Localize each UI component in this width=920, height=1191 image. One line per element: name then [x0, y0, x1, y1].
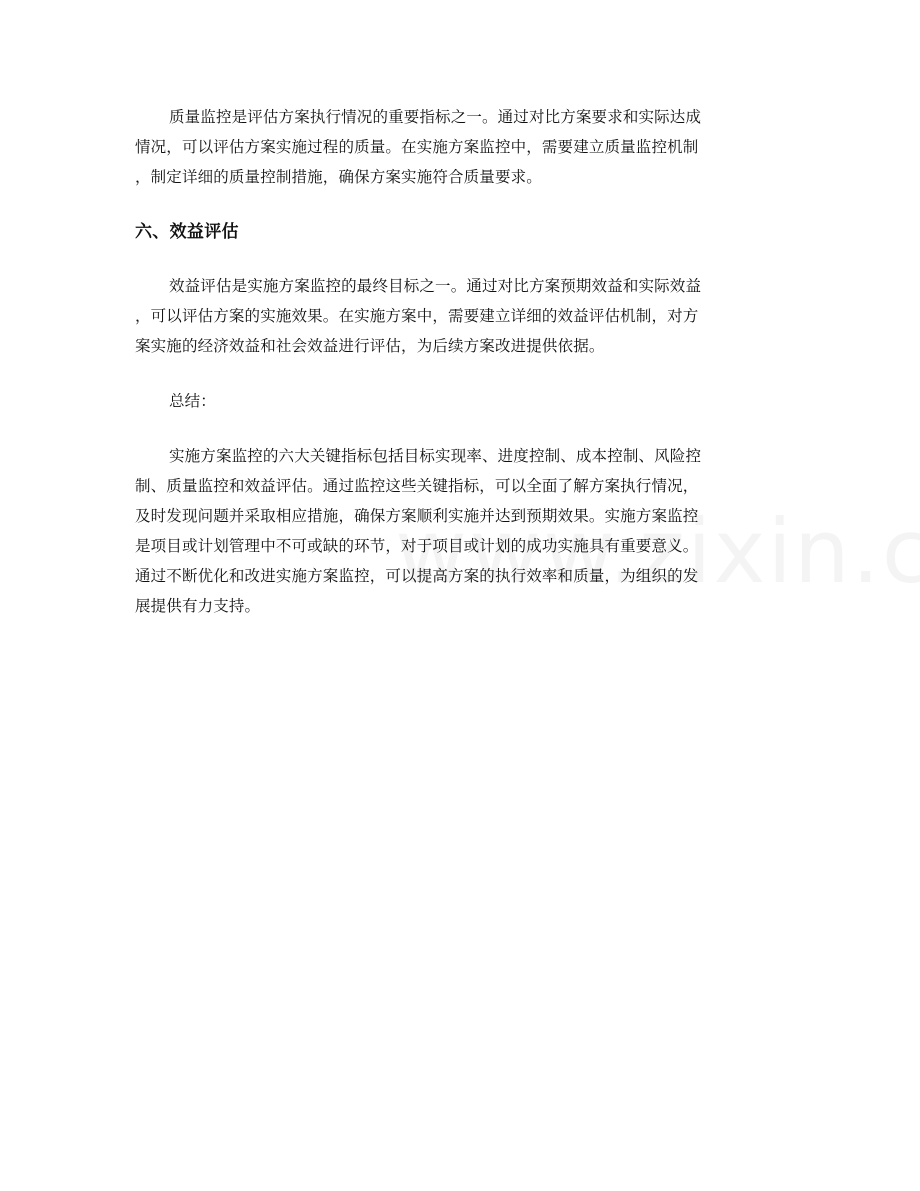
text-line: 通过不断优化和改进实施方案监控，可以提高方案的执行效率和质量，为组织的发	[135, 567, 699, 585]
text-line: ，制定详细的质量控制措施，确保方案实施符合质量要求。	[135, 168, 542, 186]
paragraph-summary	[135, 441, 789, 621]
text-line: 展提供有力支持。	[135, 597, 261, 615]
text-line: 总结：	[169, 392, 216, 410]
text-line: 制、质量监控和效益评估。通过监控这些关键指标，可以全面了解方案执行情况，	[135, 477, 699, 495]
text-line: 案实施的经济效益和社会效益进行评估，为后续方案改进提供依据。	[135, 337, 605, 355]
text-line: 是项目或计划管理中不可或缺的环节，对于项目或计划的成功实施具有重要意义。	[135, 537, 699, 555]
paragraph-quality-monitoring	[135, 102, 789, 192]
text-line: ，可以评估方案的实施效果。在实施方案中，需要建立详细的效益评估机制，对方	[135, 307, 699, 325]
text-line: 及时发现问题并采取相应措施，确保方案顺利实施并达到预期效果。实施方案监控	[135, 507, 699, 525]
text-line: 效益评估是实施方案监控的最终目标之一。通过对比方案预期效益和实际效益	[169, 277, 702, 295]
text-line: 实施方案监控的六大关键指标包括目标实现率、进度控制、成本控制、风险控	[169, 447, 702, 465]
text-line: 情况，可以评估方案实施过程的质量。在实施方案监控中，需要建立质量监控机制	[135, 138, 699, 156]
summary-label	[135, 386, 789, 416]
text-line: 质量监控是评估方案执行情况的重要指标之一。通过对比方案要求和实际达成	[169, 108, 702, 126]
document-body	[135, 102, 789, 621]
section-heading-benefit-evaluation: 六、效益评估	[135, 222, 239, 242]
paragraph-benefit-evaluation	[135, 271, 789, 361]
